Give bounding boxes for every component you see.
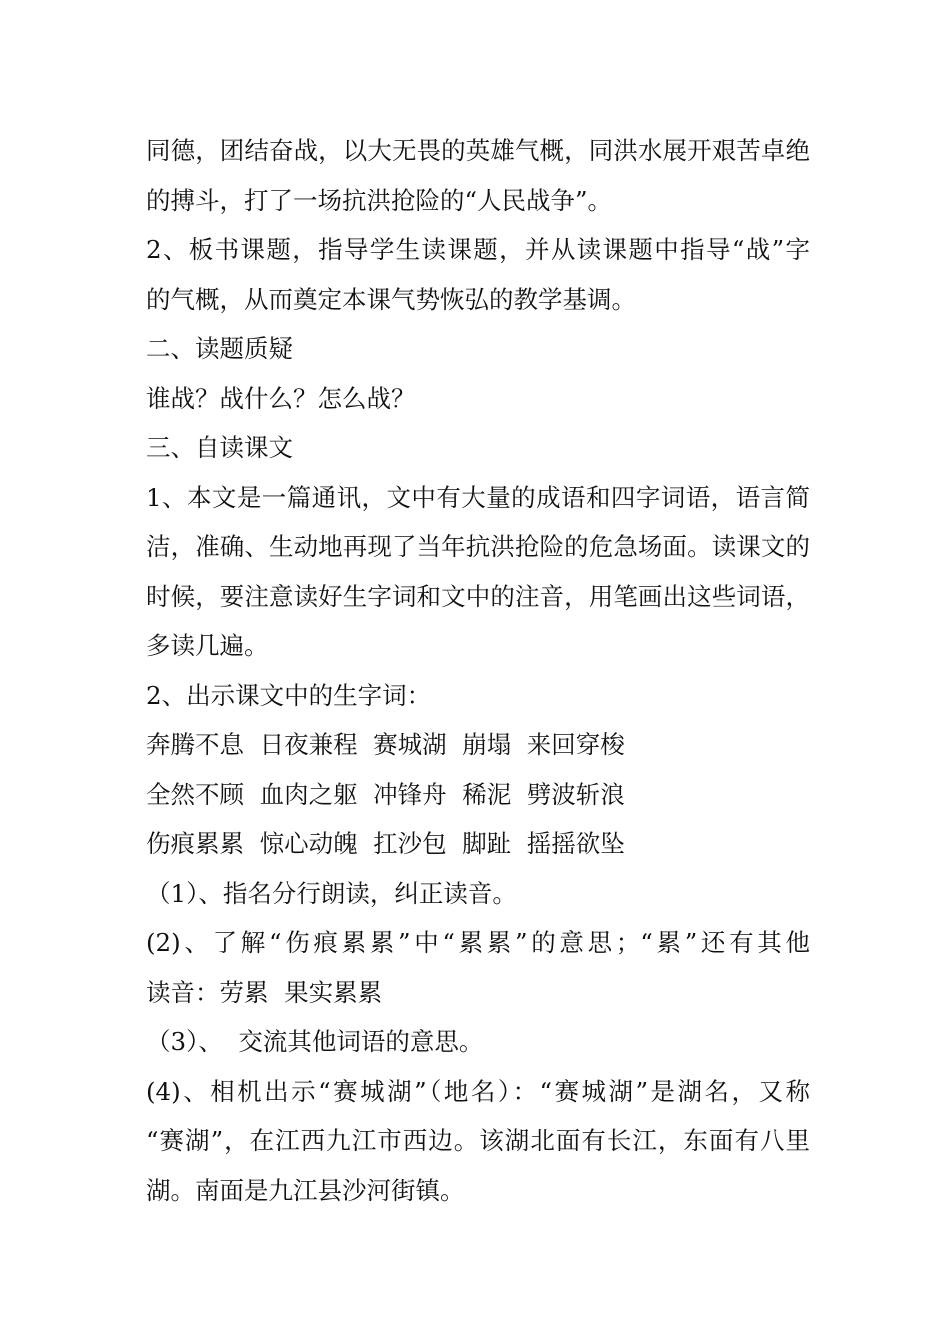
document-body — [146, 126, 810, 1215]
paragraph-line: 的搏斗，打了一场抗洪抢险的“人民战争”。 — [146, 185, 613, 215]
paragraph-line: （1）、指名分行朗读，纠正读音。 — [146, 878, 517, 908]
paragraph-line: (2)、了解“伤痕累累”中“累累”的意思；“累”还有其他 — [146, 928, 810, 957]
paragraph-line: （3）、 交流其他词语的意思。 — [146, 1027, 484, 1056]
paragraph-line: 多读几遍。 — [146, 631, 269, 660]
paragraph-line: 读音：劳累 果实累累 — [146, 977, 383, 1007]
vocabulary-row: 伤痕累累 惊心动魄 扛沙包 脚趾 摇摇欲坠 — [146, 829, 625, 858]
paragraph-line: 时候，要注意读好生字词和文中的注音，用笔画出这些词语， — [146, 581, 810, 611]
paragraph-line: 2、出示课文中的生字词： — [146, 680, 432, 710]
vocabulary-row: 奔腾不息 日夜兼程 赛城湖 崩塌 来回穿梭 — [146, 730, 625, 759]
paragraph-line: 洁，准确、生动地再现了当年抗洪抢险的危急场面。读课文的 — [146, 532, 810, 561]
paragraph-line: “赛湖”，在江西九江市西边。该湖北面有长江，东面有八里 — [146, 1126, 810, 1155]
paragraph-line: 1、本文是一篇通讯，文中有大量的成语和四字词语，语言简 — [146, 482, 810, 512]
paragraph-line: (4)、相机出示“赛城湖”（地名）：“赛城湖”是湖名，又称 — [146, 1076, 810, 1106]
paragraph-line: 湖。南面是九江县沙河街镇。 — [146, 1175, 465, 1205]
paragraph-line: 的气概，从而奠定本课气势恢弘的教学基调。 — [146, 284, 636, 314]
section-heading: 三、自读课文 — [146, 433, 293, 462]
vocabulary-row: 全然不顾 血肉之躯 冲锋舟 稀泥 劈波斩浪 — [146, 779, 625, 809]
paragraph-line: 同德，团结奋战，以大无畏的英雄气概，同洪水展开艰苦卓绝 — [146, 136, 810, 165]
paragraph-line: 2、板书课题，指导学生读课题，并从读课题中指导“战”字 — [146, 235, 810, 264]
section-heading: 二、读题质疑 — [146, 334, 293, 363]
paragraph-line: 谁战？战什么？怎么战？ — [146, 383, 416, 413]
